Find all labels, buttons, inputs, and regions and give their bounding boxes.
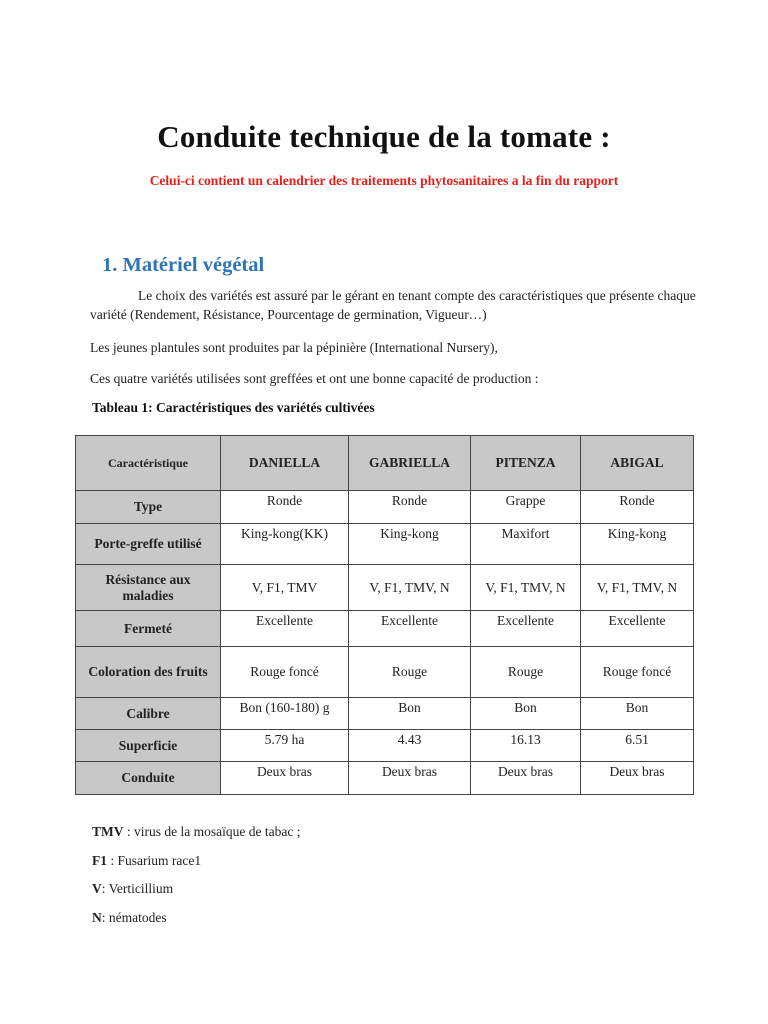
- table-cell: Grappe: [471, 491, 581, 524]
- table-cell: Maxifort: [471, 524, 581, 565]
- table-row: [76, 565, 694, 611]
- legend-text: : Fusarium race1: [107, 853, 202, 868]
- paragraph-nursery: Les jeunes plantules sont produites par la pépinière (International Nursery),: [90, 340, 498, 355]
- table-cell: Rouge: [349, 647, 471, 698]
- table-row: [76, 491, 694, 524]
- table-row: [76, 730, 694, 762]
- table-cell: Ronde: [221, 491, 349, 524]
- table-cell: Rouge foncé: [581, 647, 694, 698]
- legend-abbr: TMV: [92, 824, 124, 839]
- header-abigal: ABIGAL: [581, 436, 694, 491]
- row-label: Porte-greffe utilisé: [76, 524, 221, 565]
- table-cell: V, F1, TMV, N: [349, 565, 471, 611]
- header-gabriella: GABRIELLA: [349, 436, 471, 491]
- row-label: Fermeté: [76, 611, 221, 647]
- row-label: Type: [76, 491, 221, 524]
- varieties-table: [75, 435, 694, 795]
- table-cell: Bon: [349, 698, 471, 730]
- table-cell: Deux bras: [349, 762, 471, 795]
- table-cell: Deux bras: [581, 762, 694, 795]
- table-cell: Ronde: [581, 491, 694, 524]
- row-label: Superficie: [76, 730, 221, 762]
- table-row: [76, 762, 694, 795]
- row-label: Calibre: [76, 698, 221, 730]
- header-pitenza: PITENZA: [471, 436, 581, 491]
- paragraph-variety-choice: Le choix des variétés est assuré par le gérant en tenant compte des caractéristiques que présente chaque variété (Rendement, Résistance, Pourcentage de germination, Vigueur…): [90, 288, 696, 322]
- table-cell: Rouge foncé: [221, 647, 349, 698]
- subtitle-note: Celui-ci contient un calendrier des traitements phytosanitaires a la fin du rapport: [149, 173, 619, 188]
- table-cell: King-kong: [349, 524, 471, 565]
- header-daniella: DANIELLA: [221, 436, 349, 491]
- table-cell: King-kong: [581, 524, 694, 565]
- header-characteristic: Caractéristique: [76, 436, 221, 491]
- legend-abbr: N: [92, 910, 102, 925]
- legend-text: : nématodes: [101, 910, 167, 925]
- legend-f1: [92, 853, 201, 869]
- section-heading: 1. Matériel végétal: [102, 254, 265, 276]
- paragraph-grafted: Ces quatre variétés utilisées sont greffées et ont une bonne capacité de production :: [90, 371, 539, 386]
- legend-v: [92, 881, 173, 897]
- table-cell: 6.51: [581, 730, 694, 762]
- legend-n: [92, 910, 167, 926]
- table-cell: Bon: [471, 698, 581, 730]
- table-cell: V, F1, TMV, N: [471, 565, 581, 611]
- table-cell: 5.79 ha: [221, 730, 349, 762]
- legend-text: : Verticillium: [101, 881, 174, 896]
- table-cell: 16.13: [471, 730, 581, 762]
- table-cell: V, F1, TMV, N: [581, 565, 694, 611]
- table-cell: V, F1, TMV: [221, 565, 349, 611]
- table-row: [76, 524, 694, 565]
- table-cell: Bon: [581, 698, 694, 730]
- table-cell: Excellente: [349, 611, 471, 647]
- legend-abbr: F1: [92, 853, 107, 868]
- table-cell: 4.43: [349, 730, 471, 762]
- row-label: Conduite: [76, 762, 221, 795]
- table-row: [76, 698, 694, 730]
- row-label: Coloration des fruits: [76, 647, 221, 698]
- table-header-row: [76, 436, 694, 491]
- table-row: [76, 647, 694, 698]
- table-cell: Excellente: [471, 611, 581, 647]
- table-cell: Excellente: [581, 611, 694, 647]
- table-row: [76, 611, 694, 647]
- table-caption: Tableau 1: Caractéristiques des variétés cultivées: [92, 400, 375, 415]
- row-label: Résistance aux maladies: [76, 565, 221, 611]
- table-cell: King-kong(KK): [221, 524, 349, 565]
- table-cell: Deux bras: [221, 762, 349, 795]
- legend-abbr: V: [92, 881, 102, 896]
- table-cell: Deux bras: [471, 762, 581, 795]
- table-cell: Rouge: [471, 647, 581, 698]
- legend-text: : virus de la mosaïque de tabac ;: [123, 824, 301, 839]
- legend-tmv: [92, 824, 300, 840]
- table-cell: Bon (160-180) g: [221, 698, 349, 730]
- page-title: Conduite technique de la tomate :: [157, 119, 611, 154]
- table-cell: Excellente: [221, 611, 349, 647]
- table-cell: Ronde: [349, 491, 471, 524]
